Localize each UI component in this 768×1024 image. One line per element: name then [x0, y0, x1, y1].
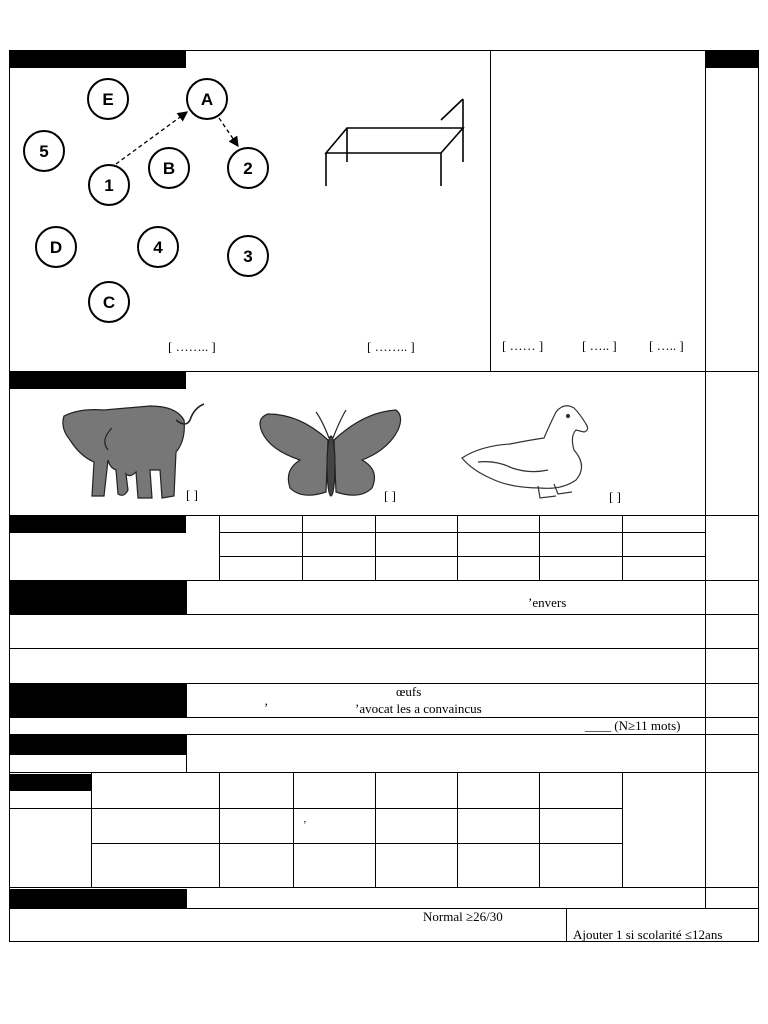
butterfly-score: [ ] [384, 488, 396, 503]
trail-node-label: D [49, 238, 63, 257]
repetition-line-1: œufs [396, 684, 422, 699]
clock-score-contour: [ …… ] [502, 338, 544, 353]
normal-score-note: Normal ≥26/30 [423, 909, 503, 924]
recall-mark: ’ [303, 819, 307, 831]
trail-node-label: E [102, 90, 114, 109]
education-note: Ajouter 1 si scolarité ≤12ans [573, 927, 723, 942]
clock-score-hands: [ ….. ] [649, 338, 684, 353]
trail-node-label: 2 [243, 159, 253, 178]
trail-node-label: 4 [153, 238, 163, 257]
trail-node-label: B [162, 159, 176, 178]
trail-node-label: C [102, 293, 116, 312]
duck-score: [ ] [609, 489, 621, 504]
repetition-line-2: ’avocat les a convaincus [355, 701, 482, 716]
fluency-note: ____ (N≥11 mots) [585, 718, 681, 733]
attention-text: ’envers [528, 595, 567, 610]
repetition-line-2-mark: ’ [264, 700, 269, 715]
trail-node-label: 5 [39, 142, 49, 161]
clock-score-numbers: [ ….. ] [582, 338, 617, 353]
trail-node-label: 1 [104, 176, 114, 195]
cube-score: [ …….. ] [367, 339, 415, 354]
trail-node-label: 3 [243, 247, 253, 266]
trail-score: [ …….. ] [168, 339, 216, 354]
elephant-score: [ ] [186, 487, 198, 502]
trail-node-label: A [200, 90, 214, 109]
